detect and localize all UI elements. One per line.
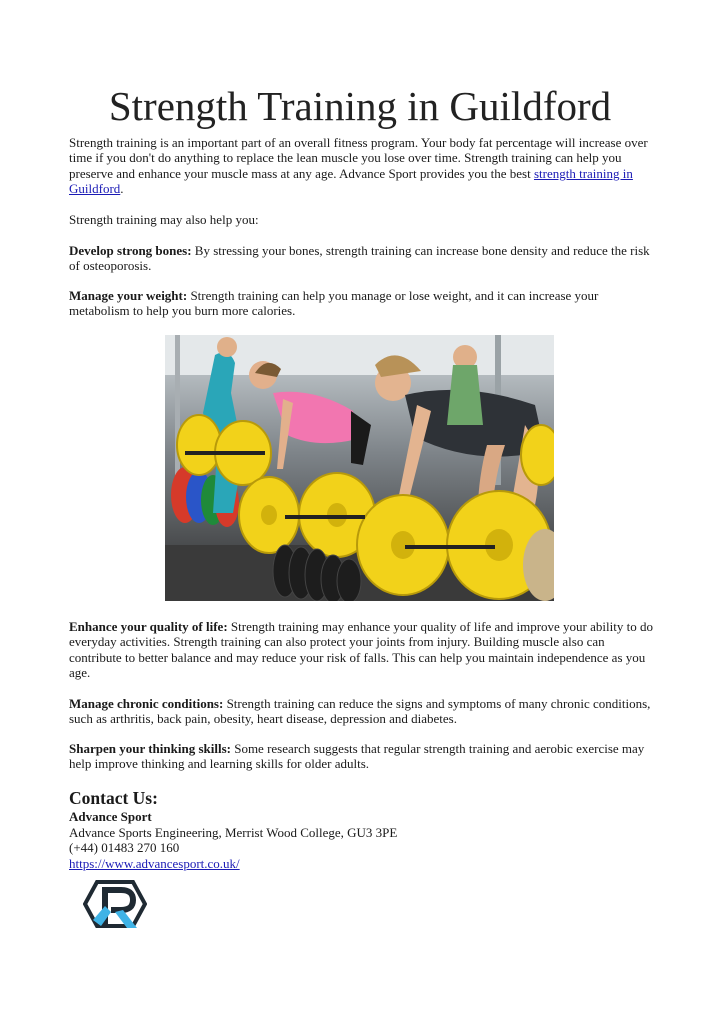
benefit-quality-of-life	[69, 619, 653, 681]
contact-heading: Contact Us:	[69, 788, 158, 808]
intro-end: .	[120, 181, 124, 197]
company-address: Advance Sports Engineering, Merrist Wood College, GU3 3PE	[69, 825, 398, 840]
company-name: Advance Sport	[69, 809, 152, 824]
page-title: Strength Training in Guildford	[108, 83, 612, 129]
benefit-heading: Develop strong bones:	[69, 243, 192, 258]
benefit-text: Strength training may enhance your quality of life and improve your ability to do everyday activities. Strength training can also protect your joints from injury. Building muscle also can contribute to better balance and may reduce your risk of falls. This can help you maintain independence as you age.	[69, 619, 653, 681]
benefit-heading: Manage chronic conditions:	[69, 696, 224, 711]
advance-sport-logo	[83, 880, 147, 930]
website-link[interactable]: https://www.advancesport.co.uk/	[69, 856, 240, 871]
gym-deadlift-photo	[165, 335, 554, 601]
benefit-chronic	[69, 696, 653, 727]
benefit-heading: Manage your weight:	[69, 288, 188, 303]
company-phone: (+44) 01483 270 160	[69, 840, 180, 855]
benefit-heading: Sharpen your thinking skills:	[69, 741, 231, 756]
benefit-text: Strength training can help you manage or lose weight, and it can increase your metabolism to help you burn more calories.	[69, 288, 599, 319]
benefit-text: By stressing your bones, strength training can increase bone density and reduce the risk of osteoporosis.	[69, 243, 650, 274]
help-intro: Strength training may also help you:	[69, 212, 259, 227]
strength-training-link[interactable]: strength training in Guildford	[69, 165, 633, 197]
benefit-text: Strength training can reduce the signs and symptoms of many chronic conditions, such as arthritis, back pain, obesity, heart disease, depression and diabetes.	[69, 696, 651, 727]
intro-paragraph	[69, 135, 653, 197]
benefit-heading: Enhance your quality of life:	[69, 619, 228, 634]
benefit-text: Some research suggests that regular strength training and aerobic exercise may help improve thinking and learning skills for older adults.	[69, 741, 645, 772]
benefit-weight	[69, 288, 653, 319]
benefit-thinking	[69, 741, 653, 772]
benefit-bones	[69, 243, 653, 274]
intro-text: Strength training is an important part of an overall fitness program. Your body fat percentage will increase over time if you don't do anything to replace the lean muscle you lose over time. Strength training can help you preserve and enhance your muscle mass at any age. Advance Sport provides you the best	[69, 135, 648, 181]
